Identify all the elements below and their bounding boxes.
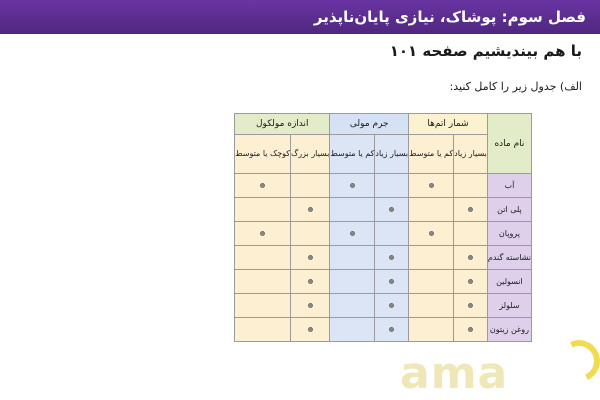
cell-marked[interactable]	[291, 270, 330, 294]
instruction-text: الف) جدول زیر را کامل کنید:	[449, 80, 582, 93]
cell-marked[interactable]	[454, 294, 488, 318]
cell-marked[interactable]	[291, 198, 330, 222]
worksheet-table	[234, 113, 532, 342]
table-row	[235, 270, 532, 294]
cell-empty[interactable]	[235, 246, 291, 270]
cell-empty[interactable]	[330, 294, 375, 318]
cell-empty[interactable]	[454, 222, 488, 246]
group-header-molecule-size: اندازه مولکول	[235, 114, 330, 135]
watermark-arc-icon	[552, 334, 600, 388]
cell-empty[interactable]	[235, 318, 291, 342]
cell-empty[interactable]	[409, 318, 454, 342]
table-sub-header-row	[235, 135, 532, 174]
subheader-size-large: بسیار بزرگ	[291, 135, 330, 174]
cell-empty[interactable]	[330, 246, 375, 270]
dot-marker-icon	[308, 207, 313, 212]
cell-marked[interactable]	[375, 294, 409, 318]
table-row	[235, 246, 532, 270]
section-subtitle: با هم بیندیشیم صفحه ۱۰۱	[389, 42, 582, 60]
cell-empty[interactable]	[375, 222, 409, 246]
cell-marked[interactable]	[235, 222, 291, 246]
cell-marked[interactable]	[291, 318, 330, 342]
dot-marker-icon	[350, 231, 355, 236]
subheader-mass-high: بسیار زیاد	[375, 135, 409, 174]
dot-marker-icon	[389, 255, 394, 260]
watermark-text: ama	[400, 348, 509, 399]
worksheet-table-wrapper	[234, 113, 532, 342]
cell-marked[interactable]	[375, 198, 409, 222]
cell-empty[interactable]	[409, 198, 454, 222]
table-row	[235, 222, 532, 246]
cell-marked[interactable]	[409, 174, 454, 198]
row-label: پروپان	[487, 222, 531, 246]
dot-marker-icon	[350, 183, 355, 188]
row-label: نشاسته گندم	[487, 246, 531, 270]
table-row	[235, 174, 532, 198]
cell-marked[interactable]	[454, 318, 488, 342]
dot-marker-icon	[260, 231, 265, 236]
cell-marked[interactable]	[291, 246, 330, 270]
dot-marker-icon	[308, 303, 313, 308]
cell-empty[interactable]	[291, 174, 330, 198]
cell-empty[interactable]	[235, 294, 291, 318]
dot-marker-icon	[260, 183, 265, 188]
dot-marker-icon	[429, 231, 434, 236]
row-label: انسولین	[487, 270, 531, 294]
cell-empty[interactable]	[330, 270, 375, 294]
page-title: فصل سوم: پوشاک، نیازی پایان‌ناپذیر	[313, 8, 586, 26]
cell-marked[interactable]	[330, 222, 375, 246]
table-group-header-row	[235, 114, 532, 135]
dot-marker-icon	[468, 255, 473, 260]
cell-marked[interactable]	[375, 270, 409, 294]
dot-marker-icon	[308, 255, 313, 260]
table-row	[235, 294, 532, 318]
header-bar	[0, 0, 600, 34]
cell-marked[interactable]	[454, 246, 488, 270]
dot-marker-icon	[468, 279, 473, 284]
row-label: سلولز	[487, 294, 531, 318]
dot-marker-icon	[468, 303, 473, 308]
table-row	[235, 318, 532, 342]
cell-empty[interactable]	[375, 174, 409, 198]
cell-marked[interactable]	[291, 294, 330, 318]
group-header-molar-mass: جرم مولی	[330, 114, 409, 135]
subheader-size-small: کوچک یا متوسط	[235, 135, 291, 174]
row-label: روغن زیتون	[487, 318, 531, 342]
cell-marked[interactable]	[330, 174, 375, 198]
cell-empty[interactable]	[330, 198, 375, 222]
table-head	[235, 114, 532, 174]
row-label: آب	[487, 174, 531, 198]
dot-marker-icon	[389, 279, 394, 284]
cell-empty[interactable]	[235, 270, 291, 294]
cell-marked[interactable]	[375, 246, 409, 270]
cell-marked[interactable]	[454, 198, 488, 222]
cell-empty[interactable]	[235, 198, 291, 222]
dot-marker-icon	[389, 207, 394, 212]
cell-empty[interactable]	[409, 270, 454, 294]
subheader-atoms-low: کم یا متوسط	[409, 135, 454, 174]
dot-marker-icon	[468, 327, 473, 332]
subheader-mass-low: کم یا متوسط	[330, 135, 375, 174]
table-corner-label: نام ماده	[487, 114, 531, 174]
row-label: پلی اتن	[487, 198, 531, 222]
table-body	[235, 174, 532, 342]
cell-marked[interactable]	[409, 222, 454, 246]
subheader-atoms-high: بسیار زیاد	[454, 135, 488, 174]
cell-marked[interactable]	[235, 174, 291, 198]
dot-marker-icon	[389, 303, 394, 308]
group-header-atoms: شمار اتم‌ها	[409, 114, 488, 135]
dot-marker-icon	[389, 327, 394, 332]
cell-marked[interactable]	[454, 270, 488, 294]
cell-empty[interactable]	[291, 222, 330, 246]
dot-marker-icon	[308, 327, 313, 332]
dot-marker-icon	[468, 207, 473, 212]
dot-marker-icon	[429, 183, 434, 188]
cell-empty[interactable]	[409, 294, 454, 318]
cell-empty[interactable]	[454, 174, 488, 198]
table-row	[235, 198, 532, 222]
cell-marked[interactable]	[375, 318, 409, 342]
cell-empty[interactable]	[330, 318, 375, 342]
cell-empty[interactable]	[409, 246, 454, 270]
dot-marker-icon	[308, 279, 313, 284]
